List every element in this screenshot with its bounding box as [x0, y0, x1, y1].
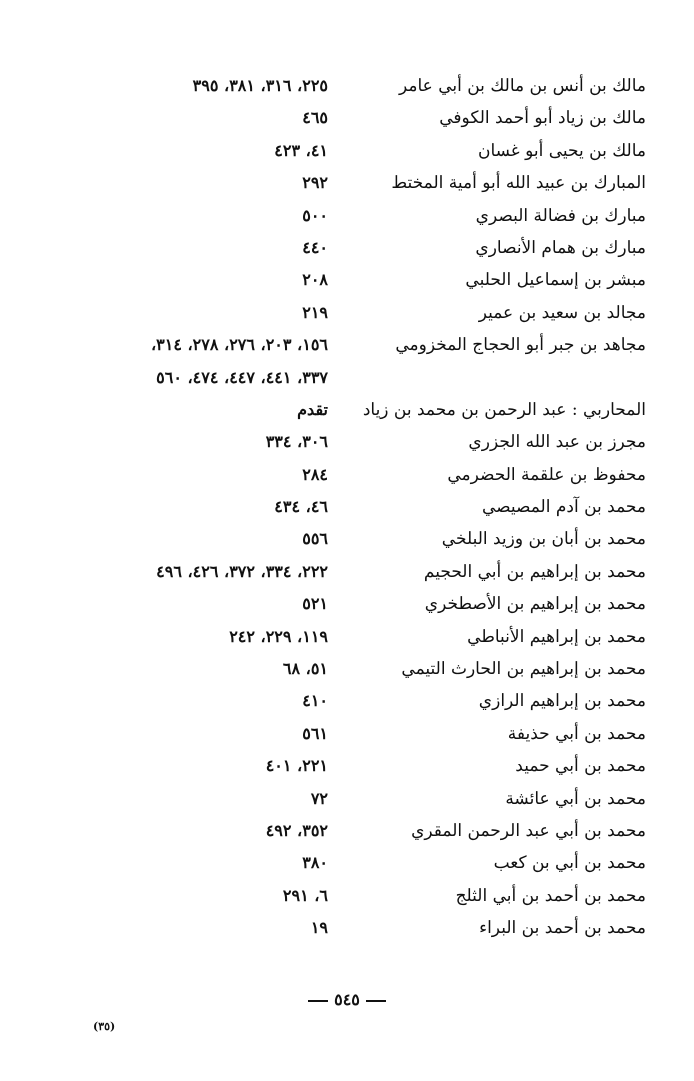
signature-mark: (٣٥): [93, 1020, 116, 1033]
folio-dash-right: [366, 1000, 386, 1002]
index-entry: [0, 750, 694, 782]
entry-name: مجرز بن عبد الله الجزري: [468, 432, 646, 453]
entry-page-refs: ٥١، ٦٨: [282, 659, 328, 679]
entry-name: مجاهد بن جبر أبو الحجاج المخزومي: [395, 335, 646, 356]
entry-name: محمد بن إبراهيم بن أبي الحجيم: [423, 561, 646, 582]
index-entry: [0, 394, 694, 426]
index-entry: [0, 135, 694, 167]
index-entries: [0, 70, 694, 945]
index-entry: [0, 426, 694, 458]
entry-name: مالك بن أنس بن مالك بن أبي عامر: [399, 76, 646, 96]
entry-page-refs: ٤١٠: [302, 691, 328, 711]
entry-page-refs: ١٩: [310, 918, 328, 938]
index-entry: [0, 167, 694, 199]
entry-name: محمد بن إبراهيم بن الأصطخري: [424, 594, 646, 615]
index-entry: [0, 70, 694, 102]
index-entry: [0, 264, 694, 296]
entry-name: محفوظ بن علقمة الحضرمي: [447, 464, 646, 485]
index-entry: [0, 621, 694, 653]
index-entry: [0, 297, 694, 329]
entry-name: مبشر بن إسماعيل الحلبي: [465, 270, 646, 291]
index-entry: [0, 718, 694, 750]
index-entry: [0, 588, 694, 620]
entry-page-refs: ٢٢٢، ٣٣٤، ٣٧٢، ٤٢٦، ٤٩٦: [156, 561, 328, 581]
entry-name: محمد بن إبراهيم الأنباطي: [467, 626, 646, 647]
entry-name: المبارك بن عبيد الله أبو أمية المختط: [391, 173, 646, 194]
entry-page-refs: ٢٢١، ٤٠١: [265, 756, 328, 776]
entry-page-refs: ١٥٦، ٢٠٣، ٢٧٦، ٢٧٨، ٣١٤،: [150, 335, 328, 355]
index-entry: [0, 847, 694, 879]
index-entry: [0, 329, 694, 361]
entry-page-refs: تقدم: [297, 399, 328, 419]
entry-page-refs: ٦، ٢٩١: [282, 885, 328, 905]
entry-page-refs: ٢٨٤: [302, 464, 328, 484]
index-entry: [0, 912, 694, 944]
entry-page-refs: ٣٣٧، ٤٤١، ٤٤٧، ٤٧٤، ٥٦٠: [156, 367, 328, 387]
entry-page-refs: ٥٠٠: [302, 205, 328, 225]
entry-name: محمد بن إبراهيم بن الحارث التيمي: [401, 659, 646, 680]
index-entry: [0, 783, 694, 815]
page-number-text: ٥٤٥: [334, 990, 360, 1009]
entry-name: محمد بن أبي بن كعب: [493, 853, 646, 874]
entry-page-refs: ٥٢١: [302, 594, 328, 614]
entry-page-refs: ٤٦، ٤٣٤: [274, 497, 328, 517]
entry-page-refs: ٢٩٢: [302, 173, 328, 193]
entry-name: المحاربي : عبد الرحمن بن محمد بن زياد: [362, 399, 646, 420]
index-entry: [0, 880, 694, 912]
entry-page-refs: ٤١، ٤٢٣: [274, 140, 328, 160]
index-entry: [0, 232, 694, 264]
entry-name: محمد بن أبان بن وزيد البلخي: [441, 529, 646, 550]
entry-page-refs: ١١٩، ٢٢٩، ٢٤٢: [229, 626, 328, 646]
entry-page-refs: ٥٦١: [302, 723, 328, 743]
entry-name: مبارك بن همام الأنصاري: [475, 237, 646, 258]
entry-name: محمد بن أبي حميد: [515, 756, 646, 777]
page-number: [0, 988, 694, 1012]
entry-page-refs: ٥٥٦: [302, 529, 328, 549]
index-entry: [0, 685, 694, 717]
entry-name: مالك بن زياد أبو أحمد الكوفي: [439, 108, 646, 129]
entry-name: محمد بن آدم المصيصي: [481, 497, 646, 518]
entry-name: مجالد بن سعيد بن عمير: [478, 302, 646, 323]
entry-name: محمد بن أبي عائشة: [505, 788, 646, 809]
index-entry: [0, 653, 694, 685]
folio-dash-left: [308, 1000, 328, 1002]
entry-name: محمد بن أحمد بن أبي الثلج: [455, 885, 646, 906]
index-entry: [0, 200, 694, 232]
index-entry: [0, 815, 694, 847]
entry-page-refs: ٧٢: [310, 788, 328, 808]
index-entry: [0, 523, 694, 555]
entry-name: مالك بن يحيى أبو غسان: [477, 140, 646, 161]
index-entry: [0, 459, 694, 491]
entry-page-refs: ٣٨٠: [302, 853, 328, 873]
entry-page-refs: ٢٢٥، ٣١٦، ٣٨١، ٣٩٥: [192, 76, 328, 95]
entry-name: محمد بن إبراهيم الرازي: [478, 691, 646, 712]
entry-page-refs: ٢١٩: [302, 302, 328, 322]
entry-page-refs: ٣٠٦، ٣٣٤: [265, 432, 328, 452]
entry-name: مبارك بن فضالة البصري: [475, 205, 646, 226]
index-entry: [0, 362, 694, 394]
entry-name: محمد بن أبي حذيفة: [507, 723, 646, 744]
entry-page-refs: ٢٠٨: [302, 270, 328, 290]
entry-page-refs: ٣٥٢، ٤٩٢: [265, 820, 328, 840]
index-entry: [0, 491, 694, 523]
entry-name: محمد بن أحمد بن البراء: [479, 918, 646, 939]
entry-page-refs: ٤٦٥: [302, 108, 328, 128]
entry-name: محمد بن أبي عبد الرحمن المقري: [411, 820, 646, 841]
index-entry: [0, 102, 694, 134]
entry-page-refs: ٤٤٠: [302, 237, 328, 257]
index-entry: [0, 556, 694, 588]
